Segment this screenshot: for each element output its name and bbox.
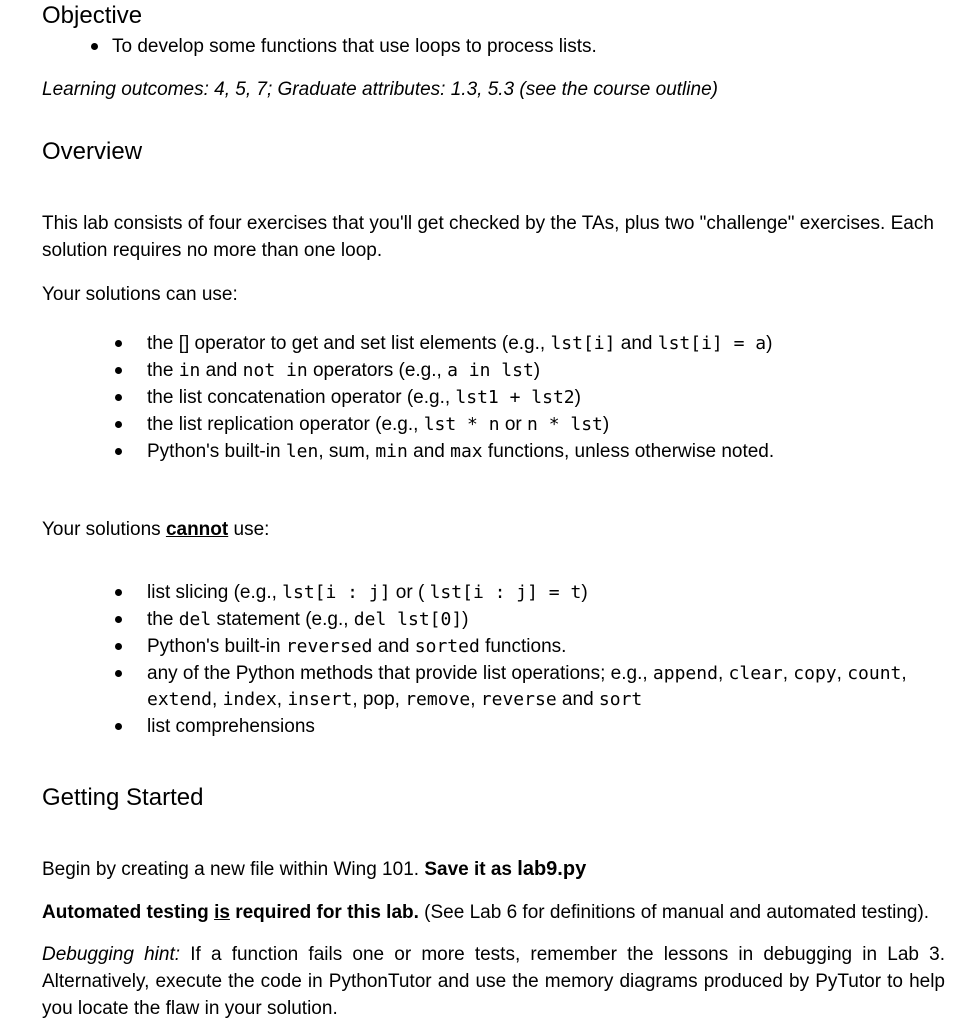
bullet-icon [115, 723, 122, 730]
getting-started-heading: Getting Started [42, 784, 204, 811]
learning-outcomes: Learning outcomes: 4, 5, 7; Graduate attributes: 1.3, 5.3 (see the course outline) [42, 79, 718, 100]
automated-testing-paragraph: Automated testing is required for this lab. (See Lab 6 for definitions of manual and automated testing). [42, 902, 930, 923]
overview-heading: Overview [42, 138, 143, 165]
list-item: list comprehensions [147, 716, 315, 737]
can-use-lead: Your solutions can use: [42, 284, 238, 305]
bullet-icon [115, 367, 122, 374]
list-item: any of the Python methods that provide list operations; e.g., append, clear, copy, count, [147, 663, 907, 684]
list-item-continuation: extend, index, insert, pop, remove, reverse and sort [147, 689, 643, 710]
list-item: the list replication operator (e.g., lst * n or n * lst) [147, 414, 610, 435]
bullet-icon [115, 448, 122, 455]
list-item: the [] operator to get and set list elements (e.g., lst[i] and lst[i] = a) [147, 333, 773, 354]
bullet-icon [115, 394, 122, 401]
list-item: the list concatenation operator (e.g., lst1 + lst2) [147, 387, 581, 408]
bullet-icon [115, 340, 122, 347]
bullet-icon [115, 589, 122, 596]
objective-heading: Objective [42, 2, 143, 29]
overview-intro: This lab consists of four exercises that you'll get checked by the TAs, plus two "challenge" exercises. Each solution requires no more than one loop. [42, 213, 934, 261]
bullet-icon [91, 43, 98, 50]
list-item: list slicing (e.g., lst[i : j] or ( lst[i : j] = t) [147, 582, 588, 603]
begin-paragraph: Begin by creating a new file within Wing 101. Save it as lab9.py [42, 858, 587, 880]
bullet-icon [115, 643, 122, 650]
bullet-icon [115, 421, 122, 428]
list-item: Python's built-in reversed and sorted functions. [147, 636, 567, 657]
list-item: the in and not in operators (e.g., a in lst) [147, 360, 541, 381]
objective-bullet: To develop some functions that use loops to process lists. [112, 36, 597, 57]
cannot-use-lead: Your solutions cannot use: [42, 519, 270, 540]
list-item: Python's built-in len, sum, min and max functions, unless otherwise noted. [147, 441, 775, 462]
bullet-icon [115, 670, 122, 677]
list-item: the del statement (e.g., del lst[0]) [147, 609, 469, 630]
bullet-icon [115, 616, 122, 623]
debugging-hint: Debugging hint: If a function fails one or more tests, remember the lessons in debugging in Lab 3. Alternatively, execute the code in PythonTutor and use the memory diagrams produced by PyTutor to help you locate the flaw in your solution. [42, 944, 945, 1019]
